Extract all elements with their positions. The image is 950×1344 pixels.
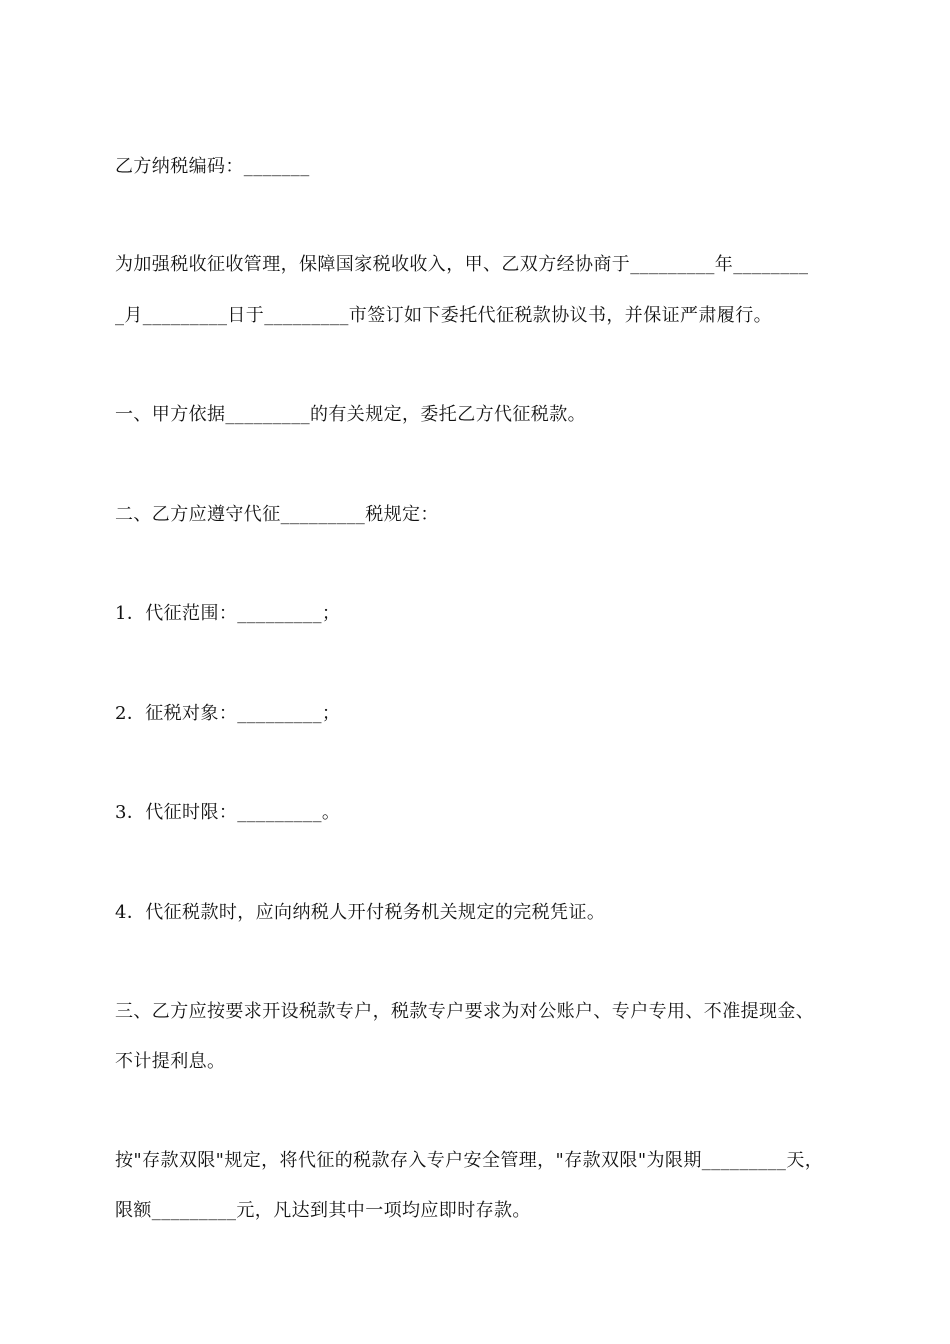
- intro-paragraph-line-2: _月_________日于_________市签订如下委托代征税款协议书，并保证严肃履行。: [115, 305, 772, 326]
- clause-2: 二、乙方应遵守代征_________税规定：: [115, 504, 439, 525]
- clause-3-line-2: 不计提利息。: [115, 1051, 226, 1072]
- clause-1: 一、甲方依据_________的有关规定，委托乙方代征税款。: [115, 404, 586, 425]
- clause-2-item-3: 3．代征时限：_________。: [115, 802, 341, 823]
- taxpayer-code-line: 乙方纳税编码：_______: [115, 156, 310, 177]
- deposit-rule-line-1: 按"存款双限"规定，将代征的税款存入专户安全管理，"存款双限"为限期_________天，: [115, 1150, 824, 1171]
- clause-2-item-1: 1．代征范围：_________；: [115, 603, 341, 624]
- clause-2-item-2: 2．征税对象：_________；: [115, 703, 341, 724]
- clause-2-item-4: 4．代征税款时，应向纳税人开付税务机关规定的完税凭证。: [115, 902, 606, 923]
- intro-paragraph-line-1: 为加强税收征收管理，保障国家税收收入，甲、乙双方经协商于_________年________: [115, 254, 809, 275]
- deposit-rule-line-2: 限额_________元，凡达到其中一项均应即时存款。: [115, 1200, 531, 1221]
- clause-3-line-1: 三、乙方应按要求开设税款专户，税款专户要求为对公账户、专户专用、不准提现金、: [115, 1001, 815, 1022]
